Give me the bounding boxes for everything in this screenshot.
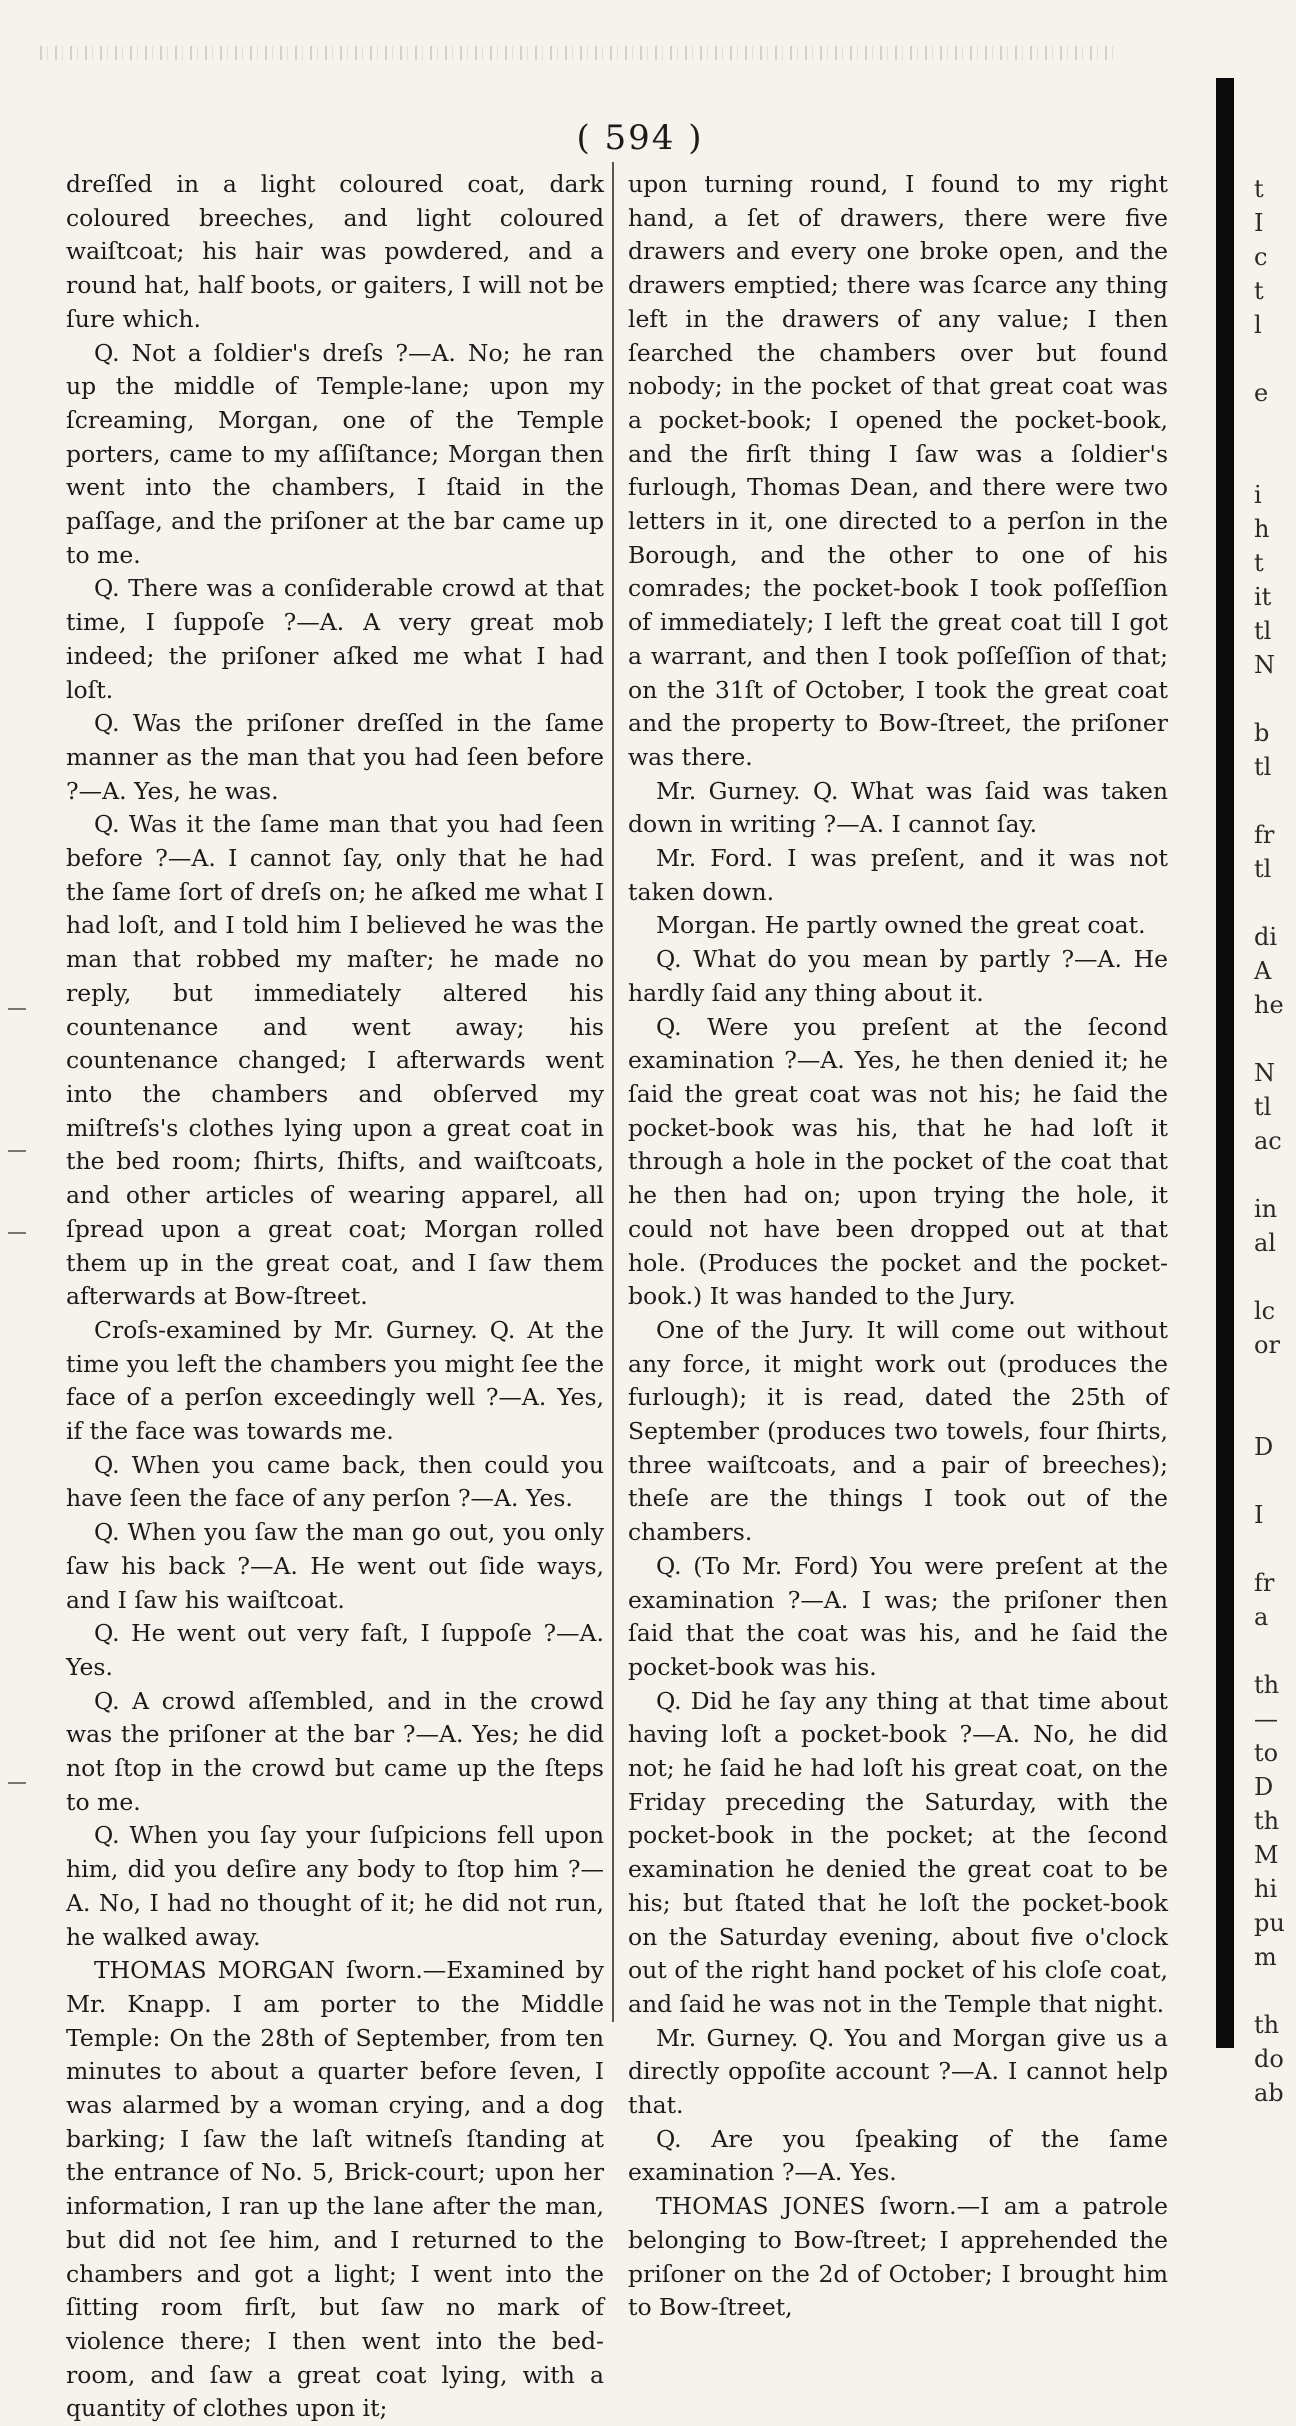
bleed-fragment: t: [1254, 549, 1264, 577]
bleed-fragment: th: [1254, 2011, 1280, 2039]
paragraph: Q. When you came back, then could you have ſeen the face of any perſon ?—A. Yes.: [66, 1450, 604, 1513]
bleed-fragment: tl: [1254, 753, 1272, 781]
paragraph: Q. Was it the ſame man that you had ſeen before ?—A. I cannot ſay, only that he had the ſame ſort of dreſs on; he aſked me what I had loſt, and I told him I believed he was the man that robbed my maſter; he made no reply, but immediately altered his countenance and went away; his countenance changed; I afterwards went into the chambers and obſerved my miſtreſs's clothes lying upon a great coat in the bed room; ſhirts, ſhifts, and waiſtcoats, and other articles of wearing apparel, all ſpread upon a great coat; Morgan rolled them up in the great coat, and I ſaw them afterwards at Bow-ſtreet.: [66, 810, 604, 1311]
margin-mark: [8, 1150, 26, 1152]
page-gutter-shadow: [1216, 78, 1234, 2048]
next-page-bleed-column: [1254, 172, 1296, 2110]
bleed-fragment: th: [1254, 1807, 1280, 1835]
top-scan-noise: [40, 46, 1120, 60]
paragraph: Croſs-examined by Mr. Gurney. Q. At the time you left the chambers you might ſee the face of a perſon exceedingly well ?—A. Yes, if the face was towards me.: [66, 1315, 604, 1446]
paragraph: Q. Did he ſay any thing at that time about having loſt a pocket-book ?—A. No, he did not; he ſaid he had loſt his great coat, on the Friday preceding the Saturday, with the pocket-book in the pocket; at the ſecond examination he denied the great coat to be his; but ſtated that he loſt the pocket-book on the Saturday evening, about five o'clock out of the right hand pocket of his cloſe coat, and ſaid he was not in the Temple that night.: [628, 1686, 1168, 2018]
bleed-fragment: th: [1254, 1671, 1280, 1699]
margin-mark: [8, 1232, 26, 1234]
bleed-fragment: I: [1254, 209, 1264, 237]
paragraph: Mr. Ford. I was preſent, and it was not taken down.: [628, 844, 1168, 906]
bleed-fragment: m: [1254, 1943, 1277, 1971]
bleed-fragment: a: [1254, 1603, 1269, 1631]
bleed-fragment: it: [1254, 583, 1272, 611]
paragraph: Q. What do you mean by partly ?—A. He hardly ſaid any thing about it.: [628, 945, 1168, 1007]
bleed-fragment: l: [1254, 311, 1262, 339]
bleed-fragment: [1254, 1022, 1296, 1056]
bleed-fragment: do: [1254, 2045, 1284, 2073]
bleed-fragment: N: [1254, 651, 1275, 679]
bleed-fragment: [1254, 1532, 1296, 1566]
bleed-fragment: tl: [1254, 617, 1272, 645]
bleed-fragment: —: [1254, 1705, 1278, 1733]
bleed-fragment: or: [1254, 1331, 1280, 1359]
paragraph: Q. There was a conſiderable crowd at that time, I ſuppoſe ?—A. A very great mob indeed; the priſoner aſked me what I had loſt.: [66, 574, 604, 704]
bleed-fragment: tl: [1254, 855, 1272, 883]
bleed-fragment: di: [1254, 923, 1278, 951]
bleed-fragment: he: [1254, 991, 1284, 1019]
bleed-fragment: fr: [1254, 1569, 1275, 1597]
page-number: ( 594 ): [576, 118, 704, 158]
paragraph: Mr. Gurney. Q. What was ſaid was taken down in writing ?—A. I cannot ſay.: [628, 776, 1168, 839]
paragraph: Q. Not a ſoldier's dreſs ?—A. No; he ran up the middle of Temple-lane; upon my ſcreaming, Morgan, one of the Temple porters, came to my aſſiſtance; Morgan then went into the chambers, I ſtaid in the paſſage, and the priſoner at the bar came up to me.: [66, 338, 604, 569]
bleed-fragment: D: [1254, 1433, 1274, 1461]
paragraph: Q. When you ſaw the man go out, you only ſaw his back ?—A. He went out ſide ways, and I ſaw his waiſtcoat.: [66, 1518, 604, 1614]
bleed-fragment: in: [1254, 1195, 1278, 1223]
bleed-fragment: lc: [1254, 1297, 1276, 1325]
bleed-fragment: [1254, 444, 1296, 478]
bleed-fragment: D: [1254, 1773, 1274, 1801]
bleed-fragment: c: [1254, 243, 1268, 271]
bleed-fragment: [1254, 342, 1296, 376]
paragraph: upon turning round, I found to my right hand, a ſet of drawers, there were five drawers and every one broke open, and the drawers emptied; there was ſcarce any thing left in the drawers of any value; I then ſearched the chambers over but found nobody; in the pocket of that great coat was a pocket-book; I opened the pocket-book, and the firſt thing I ſaw was a ſoldier's furlough, Thomas Dean, and there were two letters in it, one directed to a perſon in the Borough, and the other to one of his comrades; the pocket-book I took poſſeſſion of immediately; I left the great coat till I got a warrant, and then I took poſſeſſion of that; on the 31ſt of October, I took the great coat and the property to Bow-ſtreet, the priſoner was there.: [628, 170, 1168, 771]
paragraph: Mr. Gurney. Q. You and Morgan give us a directly oppoſite account ?—A. I cannot help that.: [628, 2023, 1168, 2120]
bleed-fragment: [1254, 886, 1296, 920]
bleed-fragment: [1254, 682, 1296, 716]
bleed-fragment: [1254, 1158, 1296, 1192]
bleed-fragment: [1254, 784, 1296, 818]
paragraph: Q. Are you ſpeaking of the ſame examination ?—A. Yes.: [628, 2124, 1168, 2187]
margin-mark: [8, 1008, 26, 1010]
bleed-fragment: [1254, 1260, 1296, 1294]
paragraph: Q. When you ſay your ſuſpicions fell upon him, did you deſire any body to ſtop him ?—A. No, I had no thought of it; he did not run, he walked away.: [66, 1821, 604, 1951]
bleed-fragment: A: [1254, 957, 1272, 985]
paragraph: Morgan. He partly owned the great coat.: [656, 911, 1146, 940]
paragraph: THOMAS MORGAN ſworn.—Examined by Mr. Knapp. I am porter to the Middle Temple: On the 28th of September, from ten minutes to about a quarter before ſeven, I was alarmed by a woman crying, and a dog barking; I ſaw the laſt witneſs ſtanding at the entrance of No. 5, Brick-court; upon her information, I ran up the lane after the man, but did not ſee him, and I returned to the chambers and got a light; I went into the ſitting room firſt, but ſaw no mark of violence there; I then went into the bed-room, and ſaw a great coat lying, with a quantity of clothes upon it;: [66, 1956, 604, 2423]
bleed-fragment: b: [1254, 719, 1270, 747]
bleed-fragment: ac: [1254, 1127, 1282, 1155]
bleed-fragment: t: [1254, 277, 1264, 305]
bleed-fragment: I: [1254, 1501, 1264, 1529]
bleed-fragment: [1254, 1974, 1296, 2008]
bleed-fragment: al: [1254, 1229, 1276, 1257]
bleed-fragment: M: [1254, 1841, 1279, 1869]
paragraph: Q. Was the priſoner dreſſed in the ſame manner as the man that you had ſeen before ?—A. Yes, he was.: [66, 709, 604, 805]
right-column: [628, 168, 1168, 2325]
paragraph: Q. He went out very faſt, I ſuppoſe ?—A. Yes.: [66, 1619, 604, 1681]
column-divider: [612, 162, 614, 2022]
margin-mark: [8, 1782, 26, 1784]
paragraph: One of the Jury. It will come out without any force, it might work out (produces the furlough); it is read, dated the 25th of September (produces two towels, four ſhirts, three waiſtcoats, and a pair of breeches); theſe are the things I took out of the chambers.: [628, 1315, 1168, 1547]
left-column: [66, 168, 604, 2426]
bleed-fragment: i: [1254, 481, 1262, 509]
paragraph: Q. A crowd aſſembled, and in the crowd was the priſoner at the bar ?—A. Yes; he did not ſtop in the crowd but came up the ſteps to me.: [66, 1686, 604, 1816]
bleed-fragment: t: [1254, 175, 1264, 203]
bleed-fragment: [1254, 1362, 1296, 1396]
paragraph: THOMAS JONES ſworn.—I am a patrole belonging to Bow-ſtreet; I apprehended the priſoner on the 2d of October; I brought him to Bow-ſtreet,: [628, 2192, 1168, 2322]
paragraph: Q. (To Mr. Ford) You were preſent at the examination ?—A. I was; the priſoner then ſaid that the coat was his, and he ſaid the pocket-book was his.: [628, 1551, 1168, 1681]
bleed-fragment: [1254, 1464, 1296, 1498]
bleed-fragment: e: [1254, 379, 1269, 407]
bleed-fragment: to: [1254, 1739, 1279, 1767]
bleed-fragment: [1254, 1396, 1296, 1430]
bleed-fragment: hi: [1254, 1875, 1278, 1903]
bleed-fragment: h: [1254, 515, 1270, 543]
paragraph: dreſſed in a light coloured coat, dark coloured breeches, and light coloured waiſtcoat; his hair was powdered, and a round hat, half boots, or gaiters, I will not be ſure which.: [66, 170, 604, 333]
bleed-fragment: [1254, 410, 1296, 444]
bleed-fragment: N: [1254, 1059, 1275, 1087]
paragraph: Q. Were you preſent at the ſecond examination ?—A. Yes, he then denied it; he ſaid the great coat was not his; he ſaid the pocket-book was his, that he had loſt it through a hole in the pocket of the coat that he then had on; upon trying the hole, it could not have been dropped out at that hole. (Produces the pocket and the pocket-book.) It was handed to the Jury.: [628, 1012, 1168, 1311]
bleed-fragment: tl: [1254, 1093, 1272, 1121]
bleed-fragment: [1254, 1634, 1296, 1668]
bleed-fragment: ab: [1254, 2079, 1284, 2107]
bleed-fragment: fr: [1254, 821, 1275, 849]
bleed-fragment: pu: [1254, 1909, 1285, 1937]
